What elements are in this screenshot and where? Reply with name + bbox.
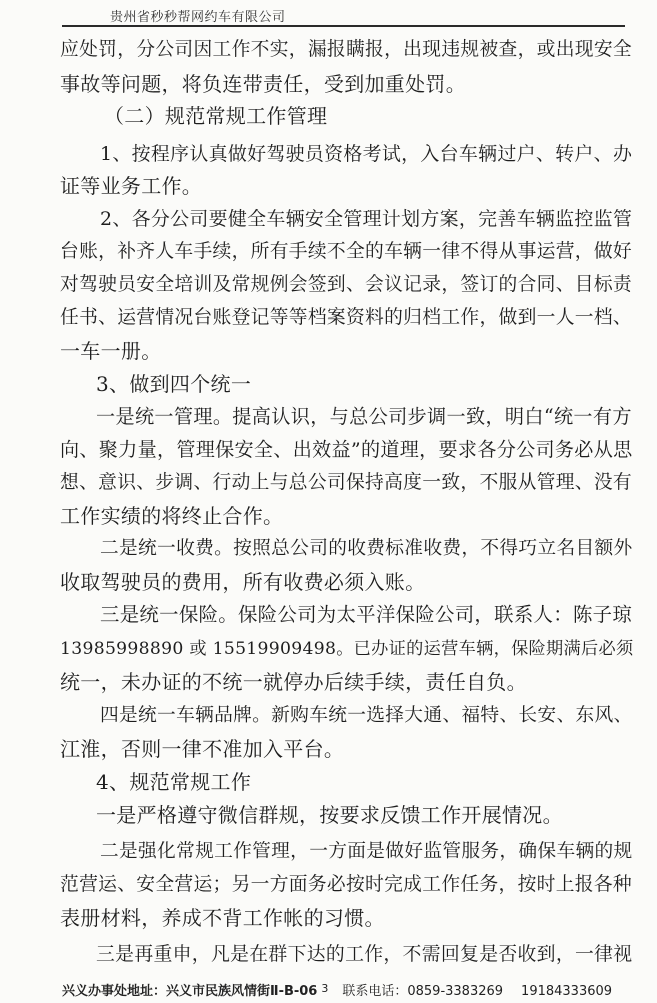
text-line: 证等业务工作。	[60, 174, 203, 198]
text-line: 江淮，否则一律不准加入平台。	[60, 737, 345, 761]
text-line: 工作实绩的将终止合作。	[60, 504, 284, 528]
contact-phone-2: 19184333609	[521, 984, 613, 999]
text-line: 三是统一保险。保险公司为太平洋保险公司，联系人：陈子琼	[100, 603, 633, 626]
text-line: 一是统一管理。提高认识，与总公司步调一致，明白“统一有方	[96, 405, 632, 428]
section-heading: （二）规范常规工作管理	[104, 104, 328, 128]
text-line: 四是统一车辆品牌。新购车统一选择大通、福特、长安、东风、	[100, 705, 633, 726]
text-line: 想、意识、步调、行动上与总公司保持高度一致，不服从管理、没有	[60, 472, 632, 493]
text-line: 事故等问题，将负连带责任，受到加重处罚。	[60, 72, 466, 96]
text-line: 2、各分公司要健全车辆安全管理计划方案，完善车辆监控监管	[100, 208, 633, 230]
text-line: 二是统一收费。按照总公司的收费标准收费，不得巧立名目额外	[100, 538, 633, 559]
company-name: 贵州省秒秒帮网约车有限公司	[110, 10, 286, 25]
section-heading: 3、做到四个统一	[96, 372, 252, 396]
text-line: 范营运、安全营运；另一方面务必按时完成工作任务，按时上报各种	[60, 874, 632, 895]
text-line: 二是强化常规工作管理，一方面是做好监管服务，确保车辆的规	[100, 841, 633, 862]
text-line: 一是严格遵守微信群规，按要求反馈工作开展情况。	[96, 803, 563, 827]
text-line: 应处罚，分公司因工作不实，漏报瞒报，出现违规被查，或出现安全	[60, 39, 632, 60]
text-line: 表册材料，养成不背工作帐的习惯。	[60, 906, 385, 930]
page-number: 3	[321, 982, 329, 995]
text-line: 任书、运营情况台账登记等等档案资料的归档工作，做到一人一档、	[60, 307, 632, 328]
text-line: 三是再重申，凡是在群下达的工作，不需回复是否收到，一律视	[96, 943, 633, 965]
office-address: 兴义办事处地址：兴义市民族风情街Ⅱ-B-06	[62, 984, 318, 999]
contact-phone: 联系电话：0859-3383269	[342, 984, 504, 999]
header-divider	[62, 25, 625, 27]
text-line: 收取驾驶员的费用，所有收费必须入账。	[60, 570, 426, 594]
page-footer	[62, 980, 642, 999]
text-line: 向、聚力量，管理保安全、出效益”的道理，要求各分公司务必从思	[60, 438, 633, 461]
text-line: 统一，未办证的不统一就停办后续手续，责任自负。	[60, 670, 527, 694]
text-line: 一车一册。	[60, 339, 162, 363]
text-line: 对驾驶员安全培训及常规例会签到、会议记录，签订的合同、目标责	[60, 274, 632, 295]
text-line: 13985998890 或 15519909498。已办证的运营车辆，保险期满后必须	[60, 639, 634, 659]
text-line: 1、按程序认真做好驾驶员资格考试，入台车辆过户、转户、办	[100, 143, 633, 165]
section-heading: 4、规范常规工作	[96, 770, 252, 794]
text-line: 台账，补齐人车手续，所有手续不全的车辆一律不得从事运营，做好	[60, 241, 632, 262]
